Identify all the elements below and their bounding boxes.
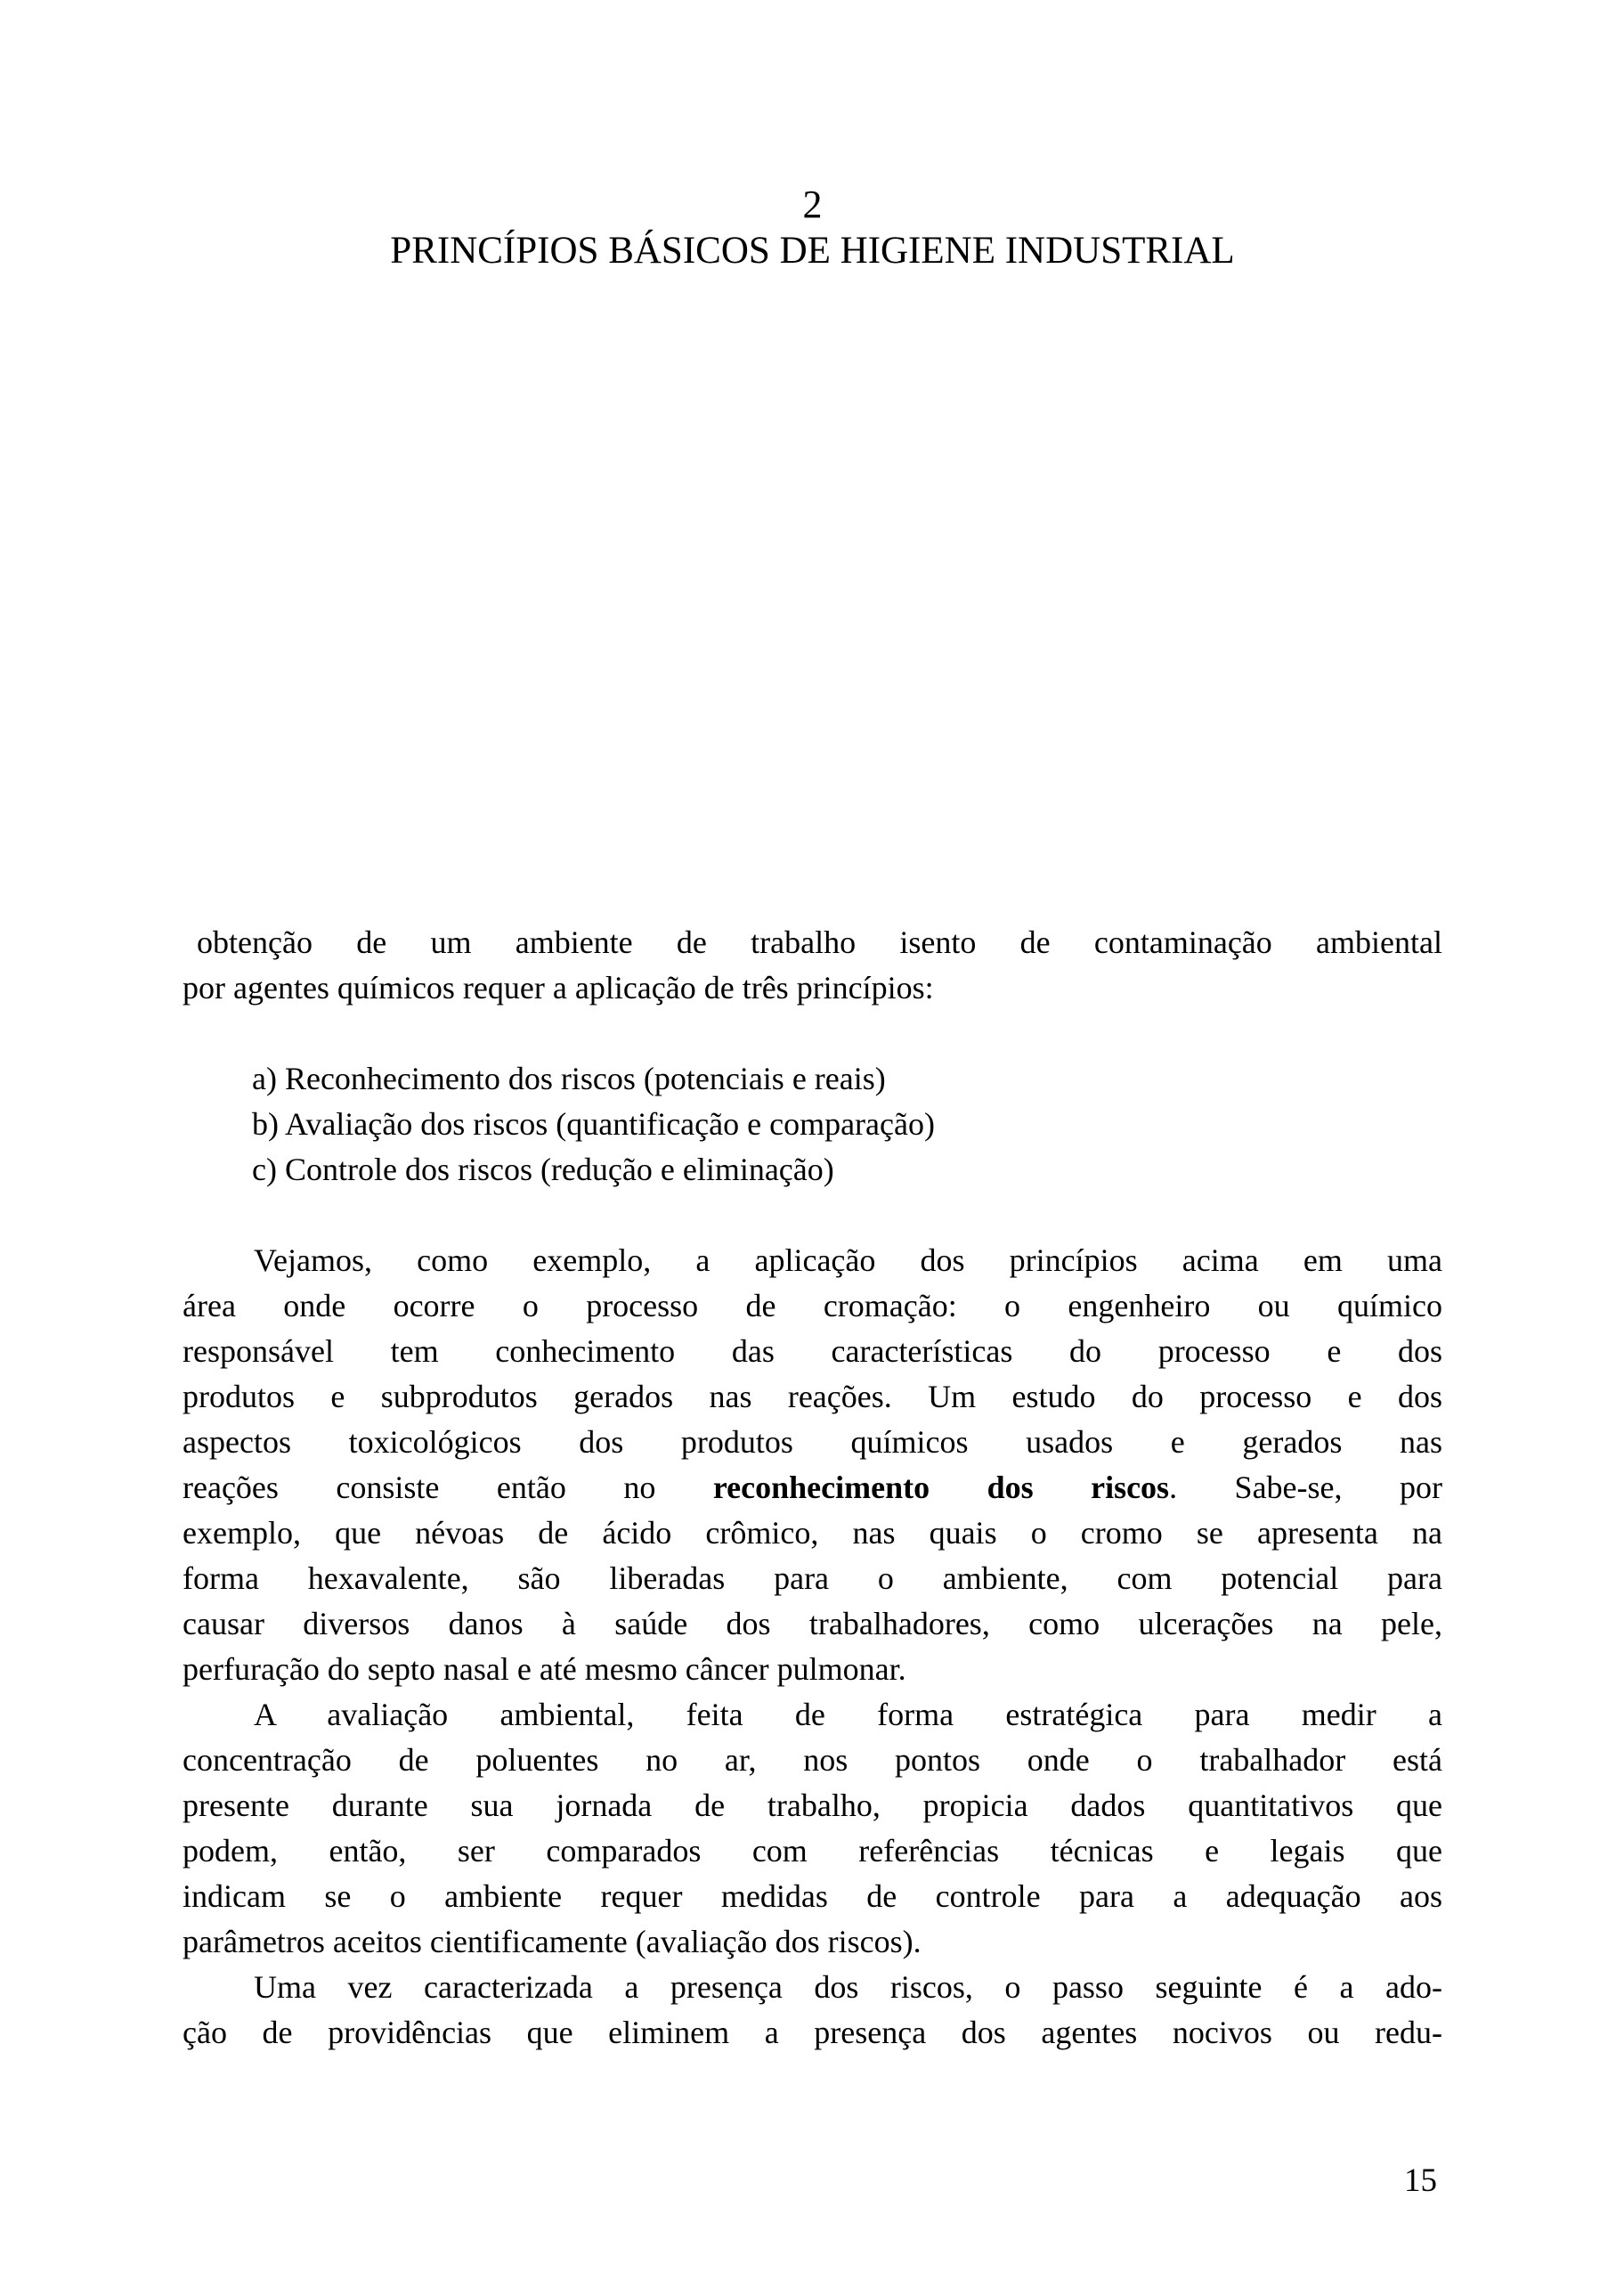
text-line: perfuração do septo nasal e até mesmo câncer pulmonar.	[183, 1651, 906, 1687]
text-line: aspectos toxicológicos dos produtos químicos usados e gerados nas	[183, 1424, 1442, 1460]
text-line: podem, então, ser comparados com referências técnicas e legais que	[183, 1833, 1442, 1869]
page-footer	[183, 2158, 1442, 2203]
body-text	[183, 920, 1442, 2056]
text-line: produtos e subprodutos gerados nas reações. Um estudo do processo e dos	[183, 1379, 1442, 1414]
paragraph-example	[183, 1238, 1442, 1692]
text-line-with-bold	[183, 1465, 1442, 1510]
text-line: A avaliação ambiental, feita de forma estratégica para medir a	[254, 1697, 1442, 1732]
text-line: forma hexavalente, são liberadas para o ambiente, com potencial para	[183, 1560, 1442, 1596]
text-line: por agentes químicos requer a aplicação de três princípios:	[183, 970, 934, 1006]
list-item: c) Controle dos riscos (redução e eliminação)	[252, 1152, 834, 1187]
list-item: a) Reconhecimento dos riscos (potenciais e reais)	[252, 1061, 886, 1096]
chapter-heading	[183, 182, 1442, 274]
list-item: b) Avaliação dos riscos (quantificação e comparação)	[252, 1106, 935, 1142]
text-segment: reações consiste então no	[183, 1470, 713, 1505]
text-line: ção de providências que eliminem a presença dos agentes nocivos ou redu-	[183, 2015, 1442, 2050]
chapter-title: PRINCÍPIOS BÁSICOS DE HIGIENE INDUSTRIAL	[390, 230, 1235, 272]
page-number: 15	[1404, 2162, 1437, 2199]
bold-text-segment: reconhecimento dos riscos	[712, 1470, 1170, 1505]
text-segment: . Sabe-se, por	[1169, 1470, 1442, 1505]
text-line: Uma vez caracterizada a presença dos riscos, o passo seguinte é a ado-	[254, 1969, 1442, 2005]
text-line: parâmetros aceitos cientificamente (avaliação dos riscos).	[183, 1924, 922, 1959]
principles-list	[183, 1056, 1442, 1193]
paragraph-intro	[183, 920, 1442, 1011]
text-line: presente durante sua jornada de trabalho, propicia dados quantitativos que	[183, 1787, 1442, 1823]
text-line: obtenção de um ambiente de trabalho isento de contaminação ambiental	[197, 924, 1442, 960]
text-line: exemplo, que névoas de ácido crômico, nas quais o cromo se apresenta na	[183, 1515, 1442, 1551]
text-line: área onde ocorre o processo de cromação: o engenheiro ou químico	[183, 1288, 1442, 1323]
text-line: causar diversos danos à saúde dos trabalhadores, como ulcerações na pele,	[183, 1606, 1442, 1641]
paragraph-avaliacao	[183, 1692, 1442, 1965]
text-line: concentração de poluentes no ar, nos pontos onde o trabalhador está	[183, 1742, 1442, 1778]
chapter-number: 2	[802, 183, 823, 226]
text-line: Vejamos, como exemplo, a aplicação dos princípios acima em uma	[254, 1242, 1442, 1278]
paragraph-controle	[183, 1965, 1442, 2056]
text-line: indicam se o ambiente requer medidas de controle para a adequação aos	[183, 1878, 1442, 1914]
text-line: responsável tem conhecimento das características do processo e dos	[183, 1333, 1442, 1369]
